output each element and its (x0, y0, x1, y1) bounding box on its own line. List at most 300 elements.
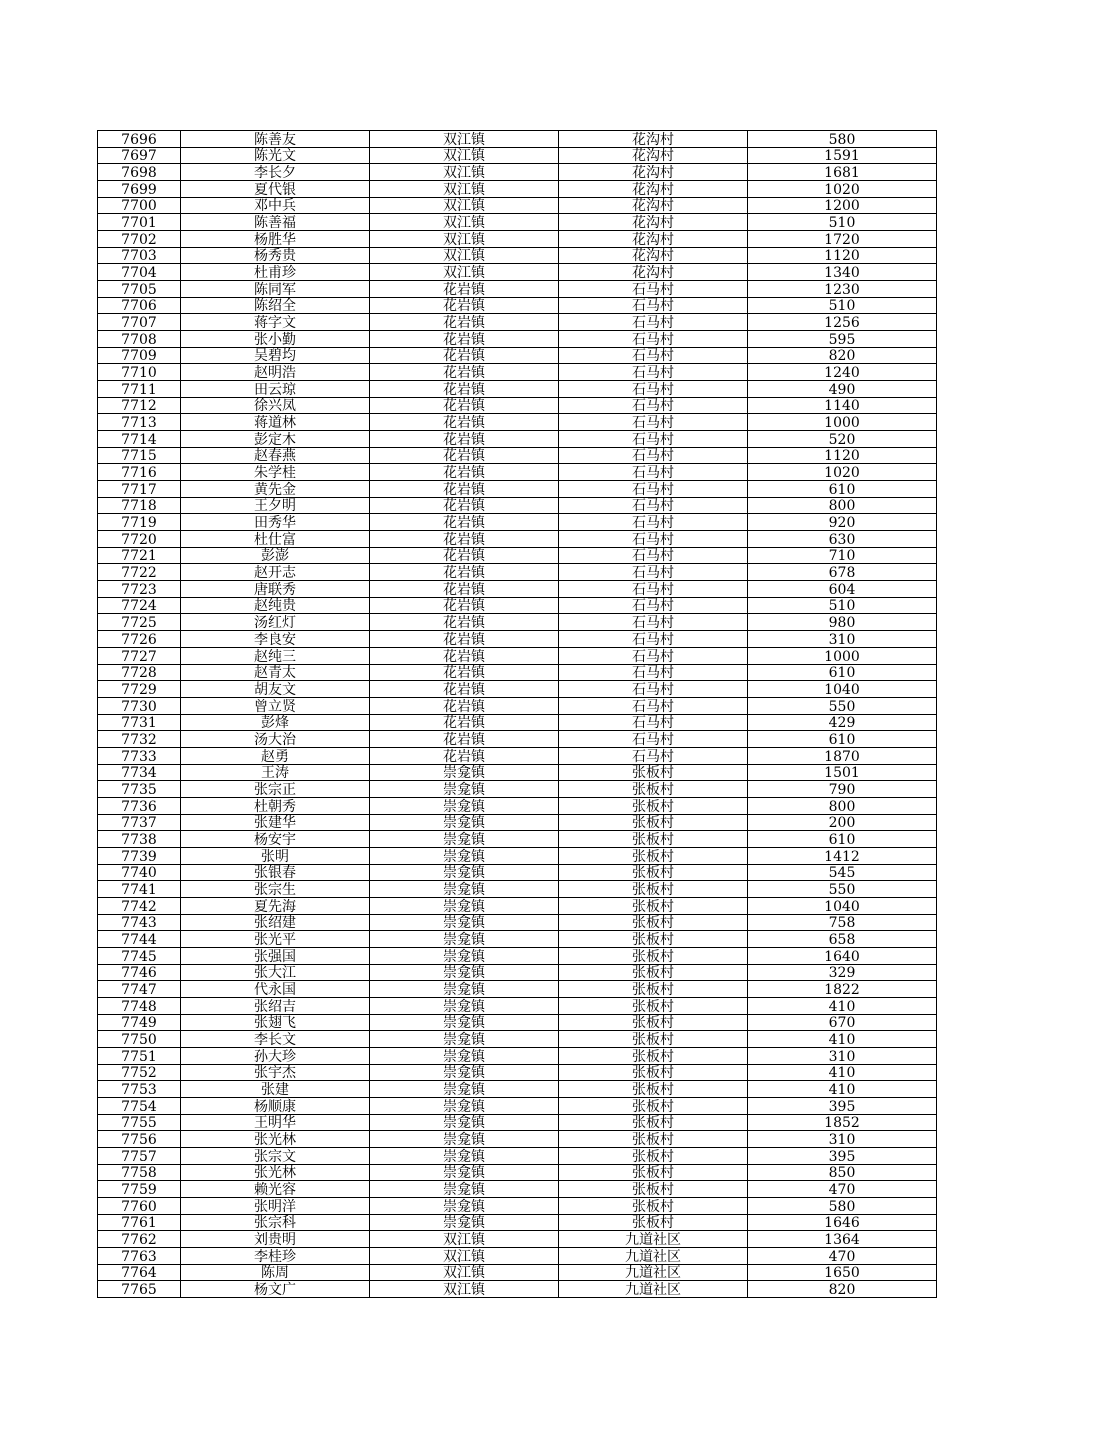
record-id-cell: 7729 (98, 681, 181, 698)
name-cell: 张小勤 (181, 331, 370, 348)
name-cell: 汤大治 (181, 731, 370, 748)
amount-cell: 610 (748, 664, 937, 681)
village-cell: 石马村 (559, 747, 748, 764)
record-id-cell: 7700 (98, 197, 181, 214)
town-cell: 崇龛镇 (370, 1181, 559, 1198)
town-cell: 崇龛镇 (370, 914, 559, 931)
town-cell: 花岩镇 (370, 731, 559, 748)
town-cell: 崇龛镇 (370, 947, 559, 964)
amount-cell: 850 (748, 1164, 937, 1181)
village-cell: 石马村 (559, 614, 748, 631)
town-cell: 双江镇 (370, 231, 559, 248)
town-cell: 花岩镇 (370, 631, 559, 648)
amount-cell: 980 (748, 614, 937, 631)
record-id-cell: 7702 (98, 231, 181, 248)
village-cell: 张板村 (559, 1114, 748, 1131)
village-cell: 张板村 (559, 881, 748, 898)
town-cell: 崇龛镇 (370, 1014, 559, 1031)
amount-cell: 470 (748, 1248, 937, 1265)
name-cell: 张明 (181, 847, 370, 864)
name-cell: 唐联秀 (181, 581, 370, 598)
town-cell: 花岩镇 (370, 314, 559, 331)
record-id-cell: 7754 (98, 1097, 181, 1114)
village-cell: 九道社区 (559, 1231, 748, 1248)
name-cell: 王明华 (181, 1114, 370, 1131)
record-id-cell: 7724 (98, 597, 181, 614)
record-id-cell: 7756 (98, 1131, 181, 1148)
record-id-cell: 7749 (98, 1014, 181, 1031)
amount-cell: 1020 (748, 464, 937, 481)
records-table (97, 130, 937, 1298)
name-cell: 赵纯三 (181, 647, 370, 664)
table-row (98, 497, 937, 514)
town-cell: 花岩镇 (370, 364, 559, 381)
amount-cell: 410 (748, 1031, 937, 1048)
name-cell: 李长夕 (181, 164, 370, 181)
record-id-cell: 7739 (98, 847, 181, 864)
table-row (98, 1281, 937, 1298)
name-cell: 田云琼 (181, 381, 370, 398)
town-cell: 花岩镇 (370, 681, 559, 698)
village-cell: 花沟村 (559, 181, 748, 198)
amount-cell: 610 (748, 481, 937, 498)
table-row (98, 781, 937, 798)
amount-cell: 1650 (748, 1264, 937, 1281)
amount-cell: 1501 (748, 764, 937, 781)
table-row (98, 281, 937, 298)
town-cell: 花岩镇 (370, 497, 559, 514)
village-cell: 石马村 (559, 631, 748, 648)
name-cell: 蒋字文 (181, 314, 370, 331)
name-cell: 张银春 (181, 864, 370, 881)
amount-cell: 1256 (748, 314, 937, 331)
record-id-cell: 7737 (98, 814, 181, 831)
record-id-cell: 7730 (98, 697, 181, 714)
name-cell: 张绍吉 (181, 997, 370, 1014)
amount-cell: 510 (748, 597, 937, 614)
village-cell: 九道社区 (559, 1248, 748, 1265)
table-row (98, 1181, 937, 1198)
amount-cell: 1822 (748, 981, 937, 998)
record-id-cell: 7742 (98, 897, 181, 914)
town-cell: 崇龛镇 (370, 781, 559, 798)
amount-cell: 580 (748, 131, 937, 148)
name-cell: 陈善友 (181, 131, 370, 148)
town-cell: 花岩镇 (370, 414, 559, 431)
village-cell: 张板村 (559, 1181, 748, 1198)
town-cell: 花岩镇 (370, 547, 559, 564)
amount-cell: 670 (748, 1014, 937, 1031)
village-cell: 张板村 (559, 797, 748, 814)
village-cell: 石马村 (559, 414, 748, 431)
name-cell: 吴碧均 (181, 347, 370, 364)
record-id-cell: 7740 (98, 864, 181, 881)
record-id-cell: 7719 (98, 514, 181, 531)
town-cell: 花岩镇 (370, 714, 559, 731)
town-cell: 崇龛镇 (370, 1081, 559, 1098)
amount-cell: 1340 (748, 264, 937, 281)
name-cell: 杜甫珍 (181, 264, 370, 281)
amount-cell: 1040 (748, 681, 937, 698)
village-cell: 花沟村 (559, 197, 748, 214)
amount-cell: 610 (748, 831, 937, 848)
amount-cell: 550 (748, 697, 937, 714)
amount-cell: 1240 (748, 364, 937, 381)
table-row (98, 947, 937, 964)
name-cell: 陈善福 (181, 214, 370, 231)
amount-cell: 595 (748, 331, 937, 348)
town-cell: 崇龛镇 (370, 764, 559, 781)
name-cell: 田秀华 (181, 514, 370, 531)
record-id-cell: 7727 (98, 647, 181, 664)
table-row (98, 881, 937, 898)
village-cell: 石马村 (559, 347, 748, 364)
table-row (98, 397, 937, 414)
village-cell: 石马村 (559, 681, 748, 698)
town-cell: 崇龛镇 (370, 1097, 559, 1114)
record-id-cell: 7732 (98, 731, 181, 748)
amount-cell: 1640 (748, 947, 937, 964)
record-id-cell: 7711 (98, 381, 181, 398)
town-cell: 花岩镇 (370, 581, 559, 598)
table-row (98, 1198, 937, 1215)
village-cell: 石马村 (559, 564, 748, 581)
amount-cell: 1412 (748, 847, 937, 864)
town-cell: 花岩镇 (370, 297, 559, 314)
table-row (98, 481, 937, 498)
table-row (98, 564, 937, 581)
table-row (98, 747, 937, 764)
record-id-cell: 7718 (98, 497, 181, 514)
amount-cell: 310 (748, 631, 937, 648)
table-row (98, 297, 937, 314)
village-cell: 石马村 (559, 397, 748, 414)
record-id-cell: 7731 (98, 714, 181, 731)
record-id-cell: 7720 (98, 531, 181, 548)
village-cell: 张板村 (559, 931, 748, 948)
table-row (98, 331, 937, 348)
table-row (98, 847, 937, 864)
town-cell: 双江镇 (370, 197, 559, 214)
table-row (98, 1047, 937, 1064)
village-cell: 张板村 (559, 914, 748, 931)
amount-cell: 1020 (748, 181, 937, 198)
table-row (98, 1031, 937, 1048)
amount-cell: 410 (748, 1064, 937, 1081)
amount-cell: 1646 (748, 1214, 937, 1231)
village-cell: 石马村 (559, 464, 748, 481)
name-cell: 胡友文 (181, 681, 370, 698)
amount-cell: 710 (748, 547, 937, 564)
name-cell: 杜朝秀 (181, 797, 370, 814)
village-cell: 张板村 (559, 1131, 748, 1148)
amount-cell: 490 (748, 381, 937, 398)
village-cell: 花沟村 (559, 164, 748, 181)
town-cell: 花岩镇 (370, 664, 559, 681)
amount-cell: 1720 (748, 231, 937, 248)
table-row (98, 514, 937, 531)
record-id-cell: 7765 (98, 1281, 181, 1298)
amount-cell: 510 (748, 297, 937, 314)
name-cell: 刘贵明 (181, 1231, 370, 1248)
name-cell: 张宗文 (181, 1147, 370, 1164)
town-cell: 崇龛镇 (370, 1031, 559, 1048)
table-row (98, 614, 937, 631)
record-id-cell: 7704 (98, 264, 181, 281)
amount-cell: 429 (748, 714, 937, 731)
amount-cell: 550 (748, 881, 937, 898)
record-id-cell: 7715 (98, 447, 181, 464)
record-id-cell: 7706 (98, 297, 181, 314)
village-cell: 张板村 (559, 1198, 748, 1215)
table-row (98, 381, 937, 398)
village-cell: 张板村 (559, 1047, 748, 1064)
amount-cell: 1000 (748, 414, 937, 431)
town-cell: 崇龛镇 (370, 931, 559, 948)
record-id-cell: 7752 (98, 1064, 181, 1081)
table-row (98, 1147, 937, 1164)
village-cell: 九道社区 (559, 1281, 748, 1298)
record-id-cell: 7741 (98, 881, 181, 898)
village-cell: 张板村 (559, 997, 748, 1014)
record-id-cell: 7698 (98, 164, 181, 181)
town-cell: 花岩镇 (370, 281, 559, 298)
record-id-cell: 7710 (98, 364, 181, 381)
village-cell: 花沟村 (559, 214, 748, 231)
town-cell: 崇龛镇 (370, 964, 559, 981)
village-cell: 张板村 (559, 1097, 748, 1114)
village-cell: 石马村 (559, 531, 748, 548)
record-id-cell: 7708 (98, 331, 181, 348)
name-cell: 夏代银 (181, 181, 370, 198)
table-row (98, 964, 937, 981)
records-table-body (98, 131, 937, 1298)
table-row (98, 247, 937, 264)
table-row (98, 981, 937, 998)
amount-cell: 920 (748, 514, 937, 531)
table-row (98, 1014, 937, 1031)
town-cell: 花岩镇 (370, 647, 559, 664)
town-cell: 崇龛镇 (370, 997, 559, 1014)
name-cell: 代永国 (181, 981, 370, 998)
name-cell: 黄先金 (181, 481, 370, 498)
table-row (98, 997, 937, 1014)
village-cell: 石马村 (559, 364, 748, 381)
name-cell: 张强国 (181, 947, 370, 964)
name-cell: 张绍建 (181, 914, 370, 931)
name-cell: 张宗正 (181, 781, 370, 798)
town-cell: 双江镇 (370, 247, 559, 264)
record-id-cell: 7699 (98, 181, 181, 198)
name-cell: 王夕明 (181, 497, 370, 514)
town-cell: 崇龛镇 (370, 981, 559, 998)
village-cell: 石马村 (559, 697, 748, 714)
name-cell: 陈同军 (181, 281, 370, 298)
town-cell: 崇龛镇 (370, 1214, 559, 1231)
record-id-cell: 7701 (98, 214, 181, 231)
village-cell: 张板村 (559, 1214, 748, 1231)
village-cell: 张板村 (559, 981, 748, 998)
amount-cell: 800 (748, 797, 937, 814)
record-id-cell: 7726 (98, 631, 181, 648)
table-row (98, 131, 937, 148)
table-row (98, 914, 937, 931)
table-row (98, 664, 937, 681)
town-cell: 花岩镇 (370, 431, 559, 448)
record-id-cell: 7705 (98, 281, 181, 298)
amount-cell: 790 (748, 781, 937, 798)
amount-cell: 395 (748, 1097, 937, 1114)
table-row (98, 214, 937, 231)
record-id-cell: 7722 (98, 564, 181, 581)
amount-cell: 1870 (748, 747, 937, 764)
table-row (98, 1231, 937, 1248)
town-cell: 花岩镇 (370, 381, 559, 398)
record-id-cell: 7750 (98, 1031, 181, 1048)
town-cell: 双江镇 (370, 164, 559, 181)
name-cell: 陈周 (181, 1264, 370, 1281)
village-cell: 石马村 (559, 481, 748, 498)
name-cell: 曾立贤 (181, 697, 370, 714)
table-row (98, 431, 937, 448)
village-cell: 石马村 (559, 331, 748, 348)
village-cell: 张板村 (559, 781, 748, 798)
record-id-cell: 7709 (98, 347, 181, 364)
table-row (98, 581, 937, 598)
record-id-cell: 7757 (98, 1147, 181, 1164)
town-cell: 崇龛镇 (370, 1198, 559, 1215)
village-cell: 花沟村 (559, 147, 748, 164)
amount-cell: 800 (748, 497, 937, 514)
record-id-cell: 7743 (98, 914, 181, 931)
amount-cell: 580 (748, 1198, 937, 1215)
name-cell: 彭烽 (181, 714, 370, 731)
town-cell: 双江镇 (370, 147, 559, 164)
amount-cell: 820 (748, 347, 937, 364)
table-row (98, 731, 937, 748)
name-cell: 张建 (181, 1081, 370, 1098)
amount-cell: 545 (748, 864, 937, 881)
table-row (98, 631, 937, 648)
record-id-cell: 7736 (98, 797, 181, 814)
town-cell: 崇龛镇 (370, 864, 559, 881)
table-row (98, 797, 937, 814)
name-cell: 赖光容 (181, 1181, 370, 1198)
record-id-cell: 7747 (98, 981, 181, 998)
town-cell: 崇龛镇 (370, 1147, 559, 1164)
record-id-cell: 7760 (98, 1198, 181, 1215)
village-cell: 张板村 (559, 864, 748, 881)
village-cell: 张板村 (559, 1014, 748, 1031)
town-cell: 双江镇 (370, 1248, 559, 1265)
record-id-cell: 7723 (98, 581, 181, 598)
record-id-cell: 7738 (98, 831, 181, 848)
town-cell: 崇龛镇 (370, 1064, 559, 1081)
table-row (98, 447, 937, 464)
table-row (98, 897, 937, 914)
record-id-cell: 7745 (98, 947, 181, 964)
name-cell: 杨秀贵 (181, 247, 370, 264)
town-cell: 双江镇 (370, 214, 559, 231)
amount-cell: 610 (748, 731, 937, 748)
town-cell: 崇龛镇 (370, 814, 559, 831)
name-cell: 赵开志 (181, 564, 370, 581)
name-cell: 杨安宇 (181, 831, 370, 848)
name-cell: 赵勇 (181, 747, 370, 764)
record-id-cell: 7762 (98, 1231, 181, 1248)
amount-cell: 678 (748, 564, 937, 581)
name-cell: 赵青太 (181, 664, 370, 681)
table-row (98, 1164, 937, 1181)
record-id-cell: 7733 (98, 747, 181, 764)
record-id-cell: 7759 (98, 1181, 181, 1198)
amount-cell: 758 (748, 914, 937, 931)
table-row (98, 1097, 937, 1114)
village-cell: 石马村 (559, 314, 748, 331)
amount-cell: 200 (748, 814, 937, 831)
table-row (98, 681, 937, 698)
name-cell: 张明洋 (181, 1198, 370, 1215)
record-id-cell: 7746 (98, 964, 181, 981)
name-cell: 李长文 (181, 1031, 370, 1048)
name-cell: 杜仕富 (181, 531, 370, 548)
name-cell: 赵明浩 (181, 364, 370, 381)
table-row (98, 364, 937, 381)
village-cell: 石马村 (559, 581, 748, 598)
village-cell: 花沟村 (559, 131, 748, 148)
town-cell: 崇龛镇 (370, 881, 559, 898)
record-id-cell: 7713 (98, 414, 181, 431)
town-cell: 双江镇 (370, 1264, 559, 1281)
name-cell: 张建华 (181, 814, 370, 831)
name-cell: 朱学桂 (181, 464, 370, 481)
table-row (98, 181, 937, 198)
village-cell: 张板村 (559, 1064, 748, 1081)
town-cell: 花岩镇 (370, 747, 559, 764)
village-cell: 石马村 (559, 447, 748, 464)
table-row (98, 147, 937, 164)
record-id-cell: 7735 (98, 781, 181, 798)
town-cell: 崇龛镇 (370, 797, 559, 814)
table-row (98, 1131, 937, 1148)
town-cell: 崇龛镇 (370, 1131, 559, 1148)
town-cell: 花岩镇 (370, 331, 559, 348)
name-cell: 张光林 (181, 1164, 370, 1181)
village-cell: 花沟村 (559, 231, 748, 248)
village-cell: 石马村 (559, 281, 748, 298)
record-id-cell: 7716 (98, 464, 181, 481)
record-id-cell: 7696 (98, 131, 181, 148)
amount-cell: 1200 (748, 197, 937, 214)
amount-cell: 1120 (748, 247, 937, 264)
name-cell: 赵春燕 (181, 447, 370, 464)
table-row (98, 1248, 937, 1265)
table-row (98, 1214, 937, 1231)
name-cell: 杨胜华 (181, 231, 370, 248)
record-id-cell: 7714 (98, 431, 181, 448)
amount-cell: 1000 (748, 647, 937, 664)
record-id-cell: 7707 (98, 314, 181, 331)
town-cell: 崇龛镇 (370, 897, 559, 914)
amount-cell: 310 (748, 1131, 937, 1148)
table-row (98, 547, 937, 564)
town-cell: 花岩镇 (370, 481, 559, 498)
amount-cell: 630 (748, 531, 937, 548)
name-cell: 李良安 (181, 631, 370, 648)
amount-cell: 604 (748, 581, 937, 598)
record-id-cell: 7697 (98, 147, 181, 164)
amount-cell: 329 (748, 964, 937, 981)
